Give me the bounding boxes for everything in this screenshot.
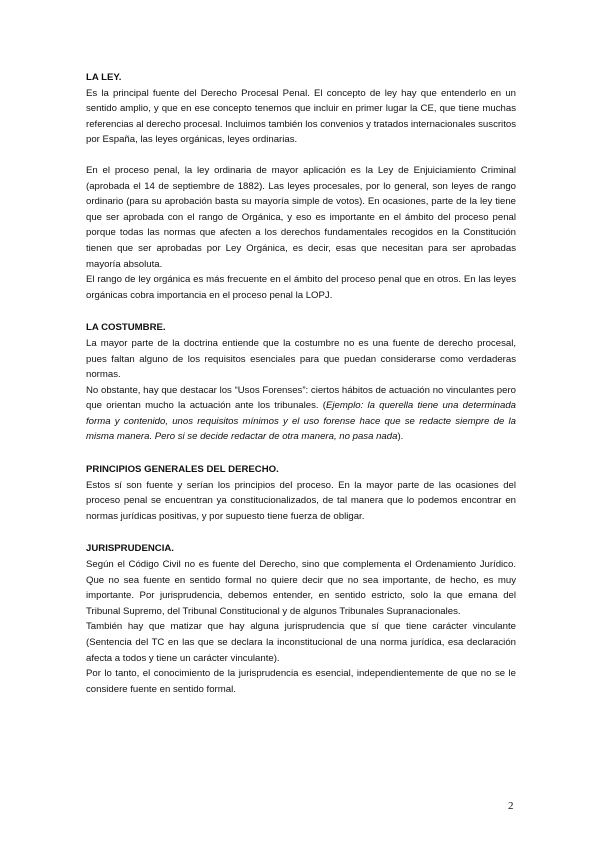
paragraph: En el proceso penal, la ley ordinaria de mayor aplicación es la Ley de Enjuiciamiento Criminal (aprobada el 14 de septiembre de 1882). Las leyes procesales, por lo general, son leyes de rango ordinario (para su aprobación basta su mayoría simple de votos). En ocasiones, parte de la ley tiene que ser aprobada con el rango de Orgánica, y eso es importante en el ámbito del proceso penal porque todas las normas que afecten a los derechos fundamentales recogidos en la Constitución tienen que ser aprobadas por Ley Orgánica, es decir, esas que necesitan para ser aprobadas mayoría absoluta. xyxy=(86,164,516,270)
example-text: Ejemplo: la querella tiene una determinada forma y contenido, unos requisitos mínimos y el uso forense hace que se redacte siempre de la misma manera. Pero si se decide redactar de otra manera, no pasa nada xyxy=(86,400,516,443)
page-number: 2 xyxy=(508,800,514,812)
document-body xyxy=(86,70,516,714)
paragraph: Según el Código Civil no es fuente del Derecho, sino que complementa el Ordenamiento Jurídico. Que no sea fuente en sentido formal no quiere decir que no sea importante, de hecho, es muy importante. Por jurisprudencia, debemos entender, en sentido estricto, solo la que emana del Tribunal Supremo, del Tribunal Constitucional y de algunos Tribunales Supranacionales. xyxy=(86,559,516,617)
paragraph: Es la principal fuente del Derecho Procesal Penal. El concepto de ley hay que entenderlo en un sentido amplio, y que en ese concepto tenemos que incluir en primer lugar la CE, que tiene muchas referencias al derecho procesal. Incluimos también los convenios y tratados internacionales suscritos por España, las leyes orgánicas, leyes ordinarias. xyxy=(86,87,516,146)
paragraph: Por lo tanto, el conocimiento de la jurisprudencia es esencial, independientemente de que no se le considere fuente en sentido formal. xyxy=(86,668,516,695)
section-ley xyxy=(86,70,516,303)
paragraph: También hay que matizar que hay alguna jurisprudencia que sí que tiene carácter vinculante (Sentencia del TC en las que se declara la inconstitucional de una norma jurídica, esa declaración afecta a todos y tiene un carácter vinculante). xyxy=(86,621,516,664)
section-heading: LA COSTUMBRE. xyxy=(86,322,166,334)
paragraph-end: ). xyxy=(397,431,404,443)
section-heading: PRINCIPIOS GENERALES DEL DERECHO. xyxy=(86,464,279,476)
paragraph: Estos sí son fuente y serían los principios del proceso. En la mayor parte de las ocasiones del proceso penal se encuentran ya constitucionalizados, de tal manera que lo podemos encontrar en normas jurídicas positivas, y por supuesto tiene fuerza de obligar. xyxy=(86,479,516,522)
section-heading: LA LEY. xyxy=(86,72,122,83)
section-jurisprudencia xyxy=(86,541,516,697)
section-heading: JURISPRUDENCIA. xyxy=(86,543,174,555)
section-costumbre xyxy=(86,320,516,445)
paragraph: El rango de ley orgánica es más frecuente en el ámbito del proceso penal que en otros. En las leyes orgánicas cobra importancia en el proceso penal la LOPJ. xyxy=(86,274,516,301)
paragraph-text: No obstante, hay que destacar los “Usos Forenses”: ciertos hábitos de actuación no vinculantes pero que orientan mucho la actuación ante los tribunales. ( xyxy=(86,384,516,412)
paragraph xyxy=(86,383,516,445)
paragraph: La mayor parte de la doctrina entiende que la costumbre no es una fuente de derecho procesal, pues faltan alguno de los requisitos esenciales para que puedan considerarse como verdaderas normas. xyxy=(86,337,516,381)
section-principios xyxy=(86,462,516,524)
